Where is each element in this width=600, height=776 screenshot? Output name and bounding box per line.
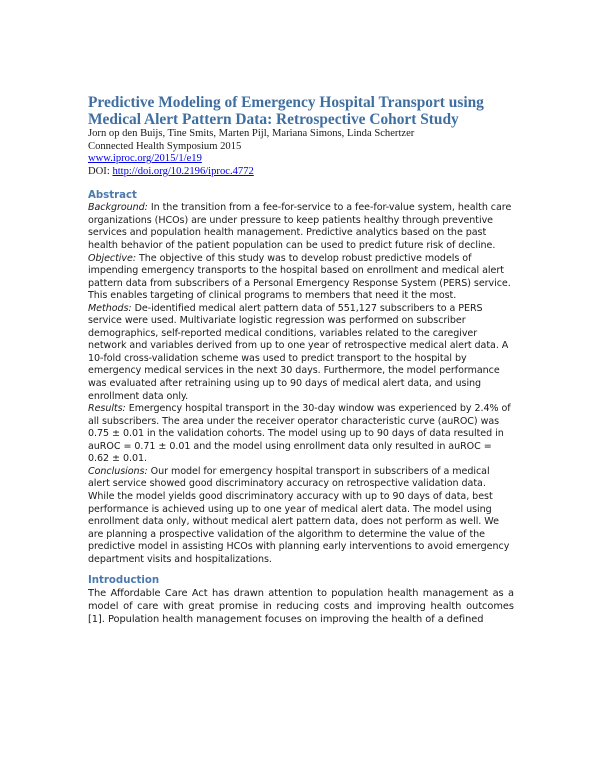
introduction-text: The Affordable Care Act has drawn attention to population health management as a model of care with great promise in reducing costs and improving health outcomes [1]. Population health management focuses on improving the health of a defined [88, 588, 514, 626]
doi-line [88, 166, 514, 179]
abstract-heading: Abstract [88, 190, 137, 202]
abstract-label: Methods: [88, 302, 132, 314]
doi-link[interactable]: http://doi.org/10.2196/iproc.4772 [112, 165, 254, 177]
abstract-methods [88, 303, 514, 403]
abstract-label: Results: [88, 403, 126, 415]
abstract-label: Background: [88, 202, 148, 214]
venue: Connected Health Symposium 2015 [88, 140, 242, 152]
abstract-conclusions [88, 466, 514, 566]
abstract-body [88, 202, 514, 566]
abstract-label: Conclusions: [88, 465, 148, 477]
abstract-background [88, 202, 514, 252]
abstract-results [88, 403, 514, 466]
abstract-text: Emergency hospital transport in the 30-day window was experienced by 2.4% of all subscribers. The area under the receiver operator characteristic curve (auROC) was 0.75 ± 0.01 in the validation cohorts. The model using up to 90 days of data resulted in auROC = 0.71 ± 0.01 and the model using enrollment data only resulted in auROC = 0.62 ± 0.01. [88, 403, 511, 465]
paper-title: Predictive Modeling of Emergency Hospital Transport using Medical Alert Pattern Data: Retrospective Cohort Study [88, 94, 484, 128]
paper-url-link[interactable]: www.iproc.org/2015/1/e19 [88, 153, 202, 165]
abstract-text: In the transition from a fee-for-service to a fee-for-value system, health care organizations (HCOs) are under pressure to keep patients healthy through preventive services and population health management. Predictive analytics based on the past health behavior of the patient population can be used to predict future risk of decline. [88, 202, 512, 252]
abstract-text: Our model for emergency hospital transport in subscribers of a medical alert service showed good discriminatory accuracy on retrospective validation data. While the model yields good discriminatory accuracy with up to 90 days of data, best performance is achieved using up to one year of medical alert data. The model using enrollment data only, without medical alert pattern data, does not perform as well. We are planning a prospective validation of the algorithm to determine the value of the predictive model in assisting HCOs with planning early interventions to avoid emergency department visits and hospitalizations. [88, 465, 510, 565]
abstract-text: De-identified medical alert pattern data of 551,127 subscribers to a PERS service were used. Multivariate logistic regression was performed on subscriber demographics, self-reported medical conditions, variables related to the caregiver network and variables derived from up to one year of retrospective medical alert data. A 10-fold cross-validation scheme was used to predict transport to the hospital by emergency medical services in the next 30 days. Furthermore, the model performance was evaluated after retraining using up to 90 days of medical alert data, and using enrollment data only. [88, 302, 509, 402]
paper-page [88, 94, 514, 627]
url-line [88, 153, 514, 166]
abstract-label: Objective: [88, 252, 136, 264]
abstract-objective [88, 253, 514, 303]
doi-label: DOI: [88, 165, 110, 177]
paper-metadata [88, 128, 514, 178]
abstract-text: The objective of this study was to develop robust predictive models of impending emergency transports to the hospital based on enrollment and medical alert pattern data from subscribers of a Personal Emergency Response System (PERS) service. This enables targeting of clinical programs to members that need it the most. [88, 252, 511, 302]
author-list: Jorn op den Buijs, Tine Smits, Marten Pijl, Mariana Simons, Linda Schertzer [88, 128, 415, 139]
introduction-heading: Introduction [88, 575, 160, 587]
